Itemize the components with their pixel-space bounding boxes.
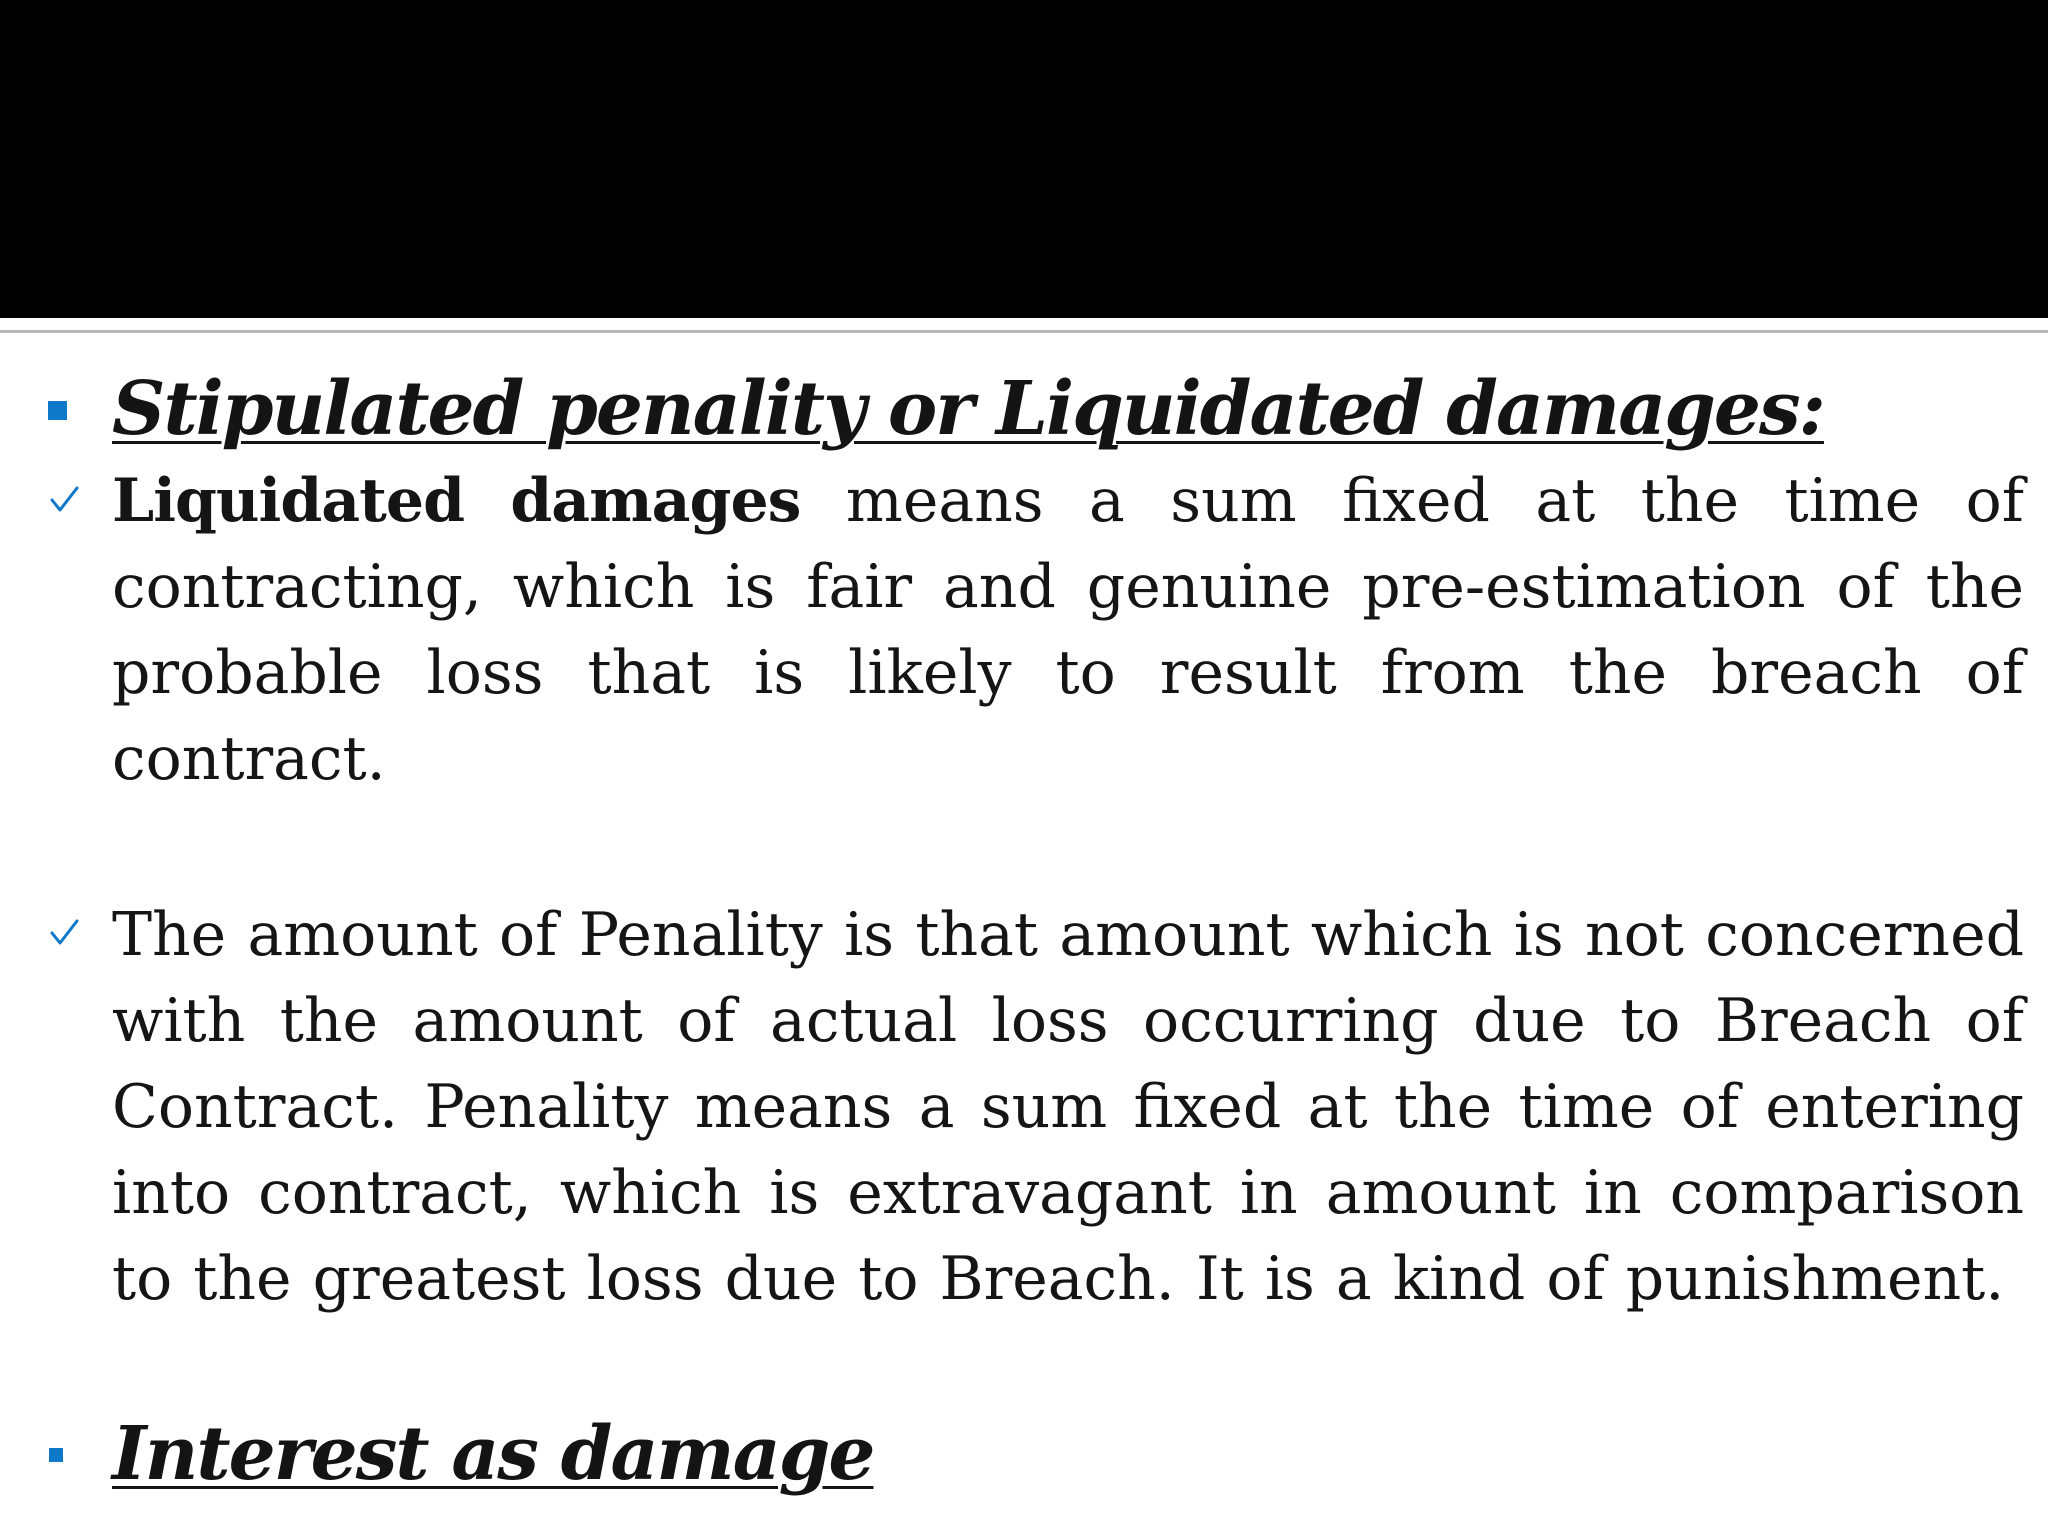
heading-stipulated-penality: Stipulated penality or Liquidated damages: [112, 366, 1824, 452]
checkmark-icon [49, 484, 80, 515]
checkmark-icon [49, 917, 80, 948]
liquidated-damages-definition: means a sum fixed at the time of contracting, which is fair and genuine pre-estimation of the probable loss that is likely to result from the breach of contract. [112, 466, 2024, 794]
paragraph-liquidated-damages [112, 458, 2024, 802]
title-divider [0, 330, 2048, 333]
liquidated-damages-term: Liquidated damages [112, 466, 801, 536]
slide-title-bar [0, 0, 2048, 318]
paragraph-penality: The amount of Penality is that amount which is not concerned with the amount of actual loss occurring due to Breach of Contract. Penality means a sum fixed at the time of entering into contract, which is extravagant in amount in comparison to the greatest loss due to Breach. It is a kind of punishment. [112, 900, 2024, 1314]
square-bullet-icon [48, 401, 67, 420]
square-bullet-icon [49, 1448, 63, 1462]
heading-interest-as-damage: Interest as damage [112, 1411, 874, 1497]
